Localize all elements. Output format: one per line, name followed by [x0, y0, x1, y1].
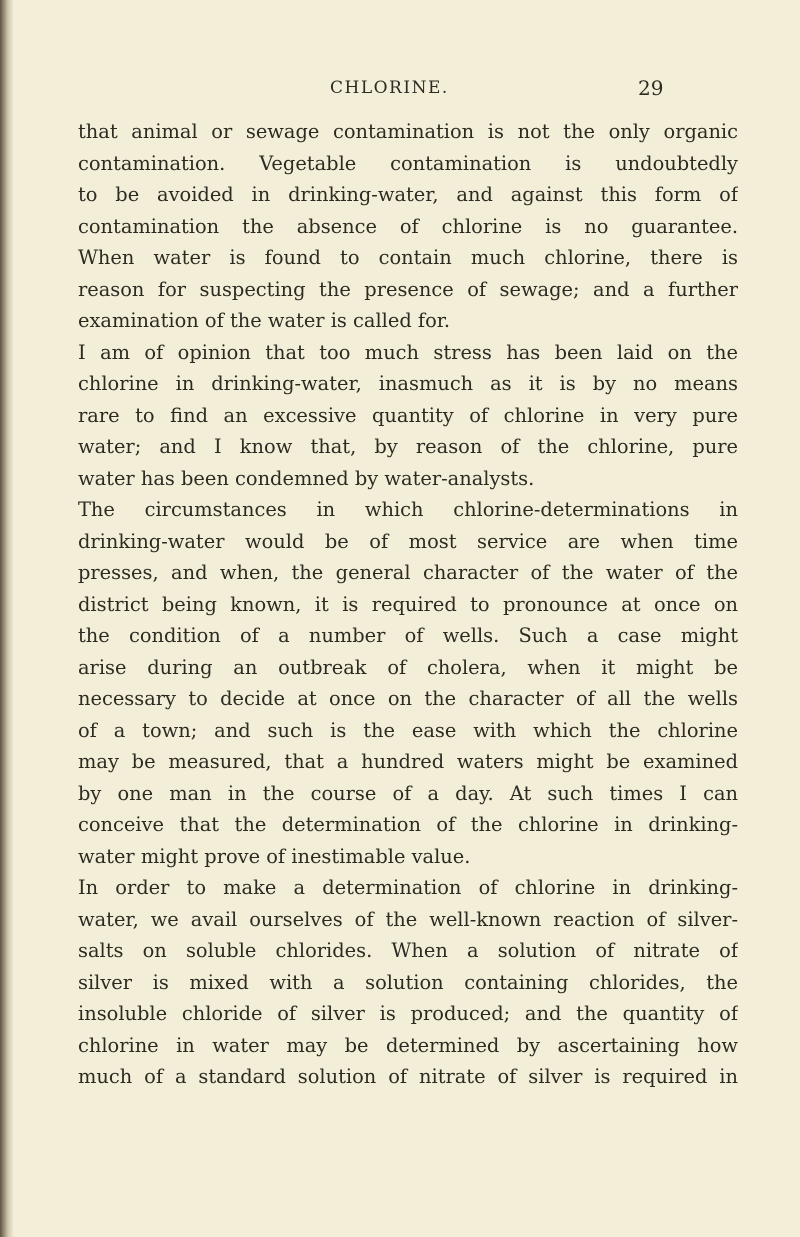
- text-line: the condition of a number of wells. Such a case might: [78, 624, 738, 647]
- text-line: conceive that the determination of the chlorine in drinking-: [78, 813, 738, 836]
- text-line: In order to make a determination of chlorine in drinking-: [78, 876, 738, 899]
- text-line: may be measured, that a hundred waters might be examined: [78, 750, 738, 773]
- text-line: of a town; and such is the ease with which the chlorine: [78, 718, 738, 742]
- text-line: The circumstances in which chlorine-determinations in: [78, 498, 738, 521]
- text-line: water, we avail ourselves of the well-known reaction of silver-: [78, 907, 738, 931]
- text-line: chlorine in drinking-water, inasmuch as it is by no means: [78, 372, 738, 395]
- text-line: to be avoided in drinking-water, and against this form of: [78, 183, 738, 206]
- text-line: presses, and when, the general character of the water of the: [78, 561, 738, 584]
- running-title: CHLORINE.: [330, 78, 449, 98]
- text-line: arise during an outbreak of cholera, when it might be: [78, 655, 738, 679]
- text-line: much of a standard solution of nitrate of silver is required in: [78, 1065, 738, 1088]
- text-line: salts on soluble chlorides. When a solution of nitrate of: [78, 939, 738, 962]
- text-line: water might prove of inestimable value.: [78, 844, 471, 868]
- binding-edge: [0, 0, 14, 1237]
- text-line: water has been condemned by water-analysts.: [78, 466, 535, 490]
- text-line: contamination. Vegetable contamination is undoubtedly: [78, 151, 738, 175]
- text-line: examination of the water is called for.: [78, 309, 451, 332]
- running-head: [0, 78, 800, 104]
- page-number: 29: [638, 76, 664, 100]
- text-line: rare to find an excessive quantity of chlorine in very pure: [78, 403, 738, 427]
- text-line: chlorine in water may be determined by ascertaining how: [78, 1033, 738, 1057]
- body-text: [78, 116, 738, 1093]
- text-line: reason for suspecting the presence of sewage; and a further: [78, 277, 738, 301]
- text-line: by one man in the course of a day. At such times I can: [78, 781, 738, 805]
- text-line: insoluble chloride of silver is produced; and the quantity of: [78, 1002, 738, 1025]
- text-line: I am of opinion that too much stress has been laid on the: [78, 340, 738, 364]
- text-line: contamination the absence of chlorine is no guarantee.: [78, 214, 738, 238]
- text-line: water; and I know that, by reason of the chlorine, pure: [78, 435, 738, 458]
- text-line: When water is found to contain much chlorine, there is: [78, 246, 738, 269]
- text-line: district being known, it is required to pronounce at once on: [78, 592, 738, 616]
- text-line: silver is mixed with a solution containing chlorides, the: [78, 970, 738, 994]
- text-line: necessary to decide at once on the character of all the wells: [78, 687, 738, 710]
- text-line: that animal or sewage contamination is not the only organic: [78, 120, 738, 143]
- text-line: drinking-water would be of most service are when time: [78, 529, 738, 553]
